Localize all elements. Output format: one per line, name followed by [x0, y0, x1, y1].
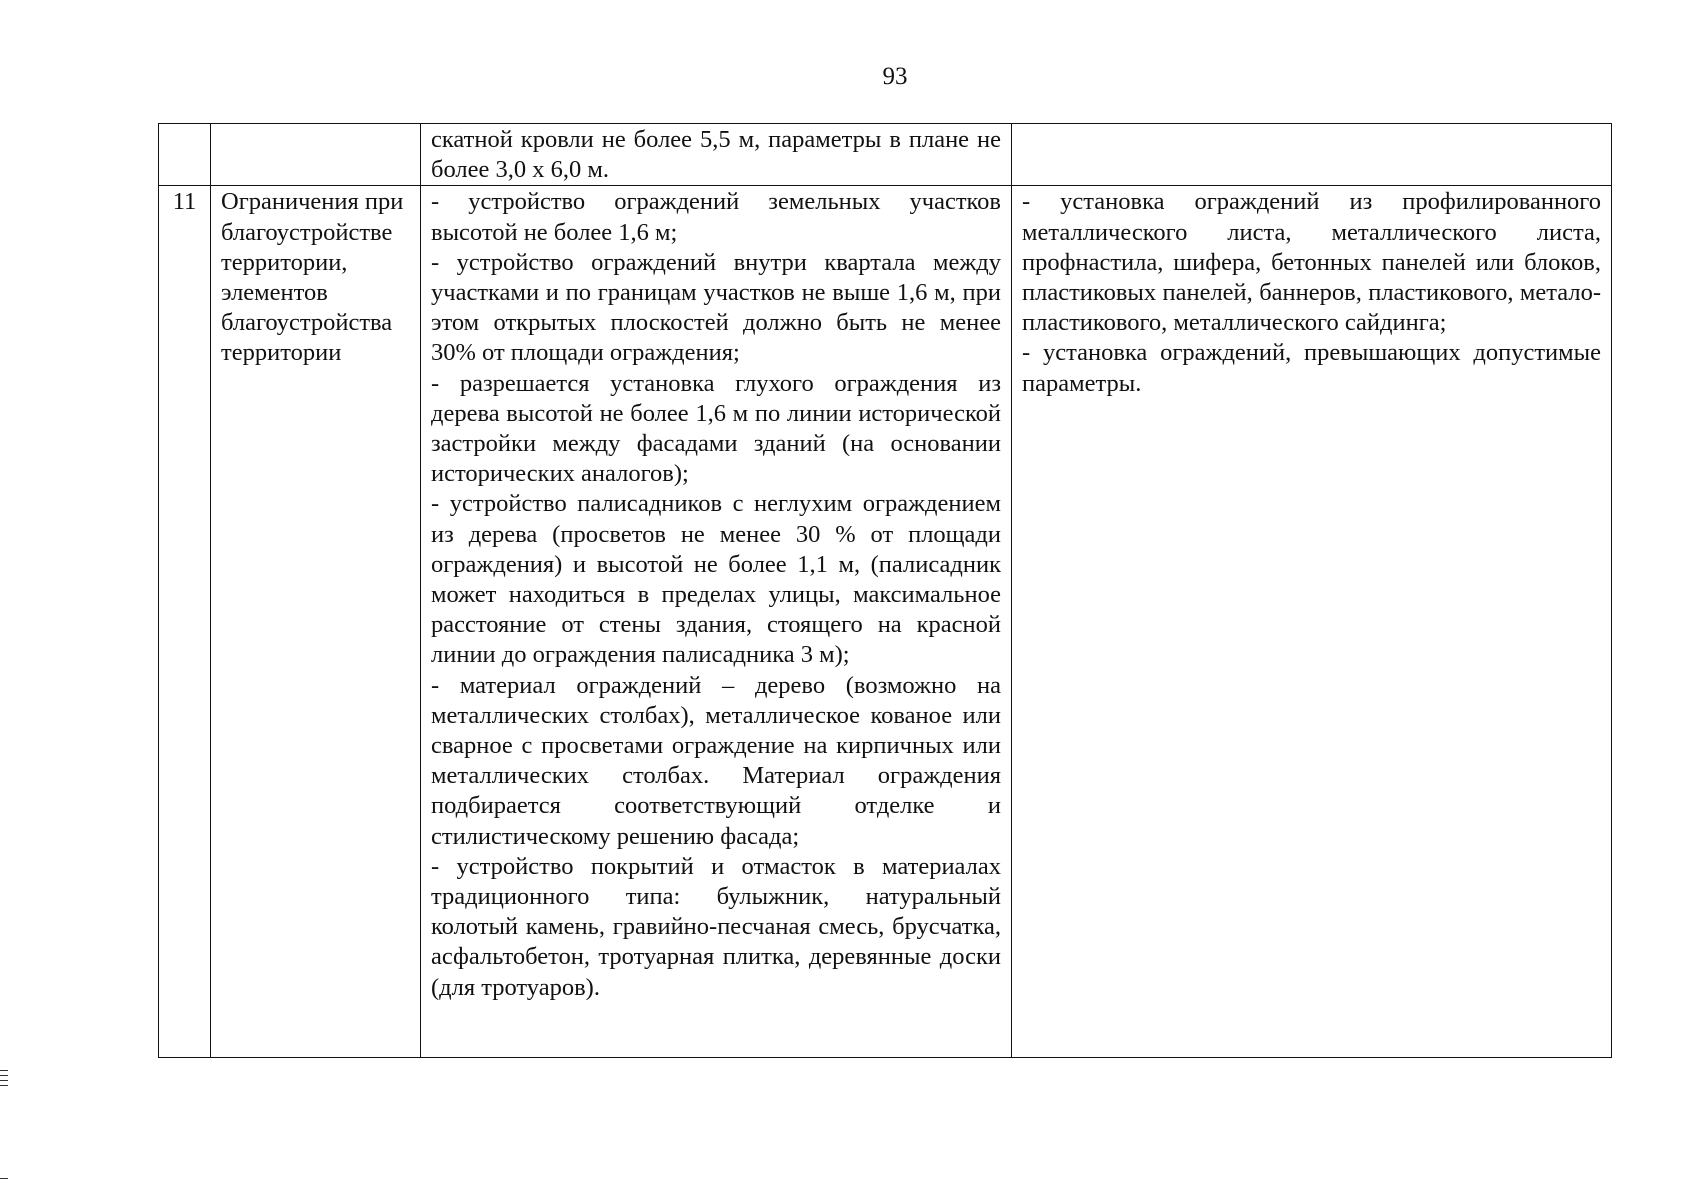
page-number: 93	[882, 63, 908, 90]
allowed-paragraph: - разрешается установка глухого ограждения из дерева высотой не более 1,6 м по линии исторической застройки между фасадами зданий (на основании исторических аналогов);	[431, 369, 1001, 488]
allowed-paragraph: - устройство палисадников с неглухим ограждением из дерева (просветов не менее 30 % от площади ограждения) и высотой не более 1,1 м, (палисадник может находиться в пределах улицы, максимальное расстояние от стены здания, стоящего на красной линии до ограждения палисадника 3 м);	[431, 490, 1001, 669]
restriction-name-cell	[211, 124, 421, 186]
allowed-cell	[421, 186, 1012, 1058]
forbidden-paragraph: - установка ограждений из профилированного металлического листа, металлического листа, профнастила, шифера, бетонных панелей или блоков, пластиковых панелей, баннеров, пластикового, метало-пластикового, металлического сайдинга;	[1022, 188, 1601, 337]
allowed-paragraph: скатной кровли не более 5,5 м, параметры в плане не более 3,0 х 6,0 м.	[431, 126, 1001, 184]
regulations-table	[158, 123, 1612, 1058]
binding-margin-mark	[0, 1178, 8, 1179]
forbidden-cell	[1012, 186, 1612, 1058]
forbidden-cell	[1012, 124, 1612, 186]
allowed-cell	[421, 124, 1012, 186]
allowed-paragraph: - устройство ограждений внутри квартала между участками и по границам участков не выше 1,6 м, при этом открытых плоскостей должно быть не менее 30% от площади ограждения;	[431, 248, 1001, 367]
allowed-paragraph: - материал ограждений – дерево (возможно на металлических столбах), металлическое кованое или сварное с просветами ограждение на кирпичных или металлических столбах. Материал ограждения подбирается соответствующий отделке и стилистическому решению фасада;	[431, 671, 1001, 850]
restriction-name-cell: Ограничения при благоустройстве территории, элементов благоустройства территории	[211, 186, 421, 1058]
allowed-paragraph: - устройство ограждений земельных участков высотой не более 1,6 м;	[431, 188, 1001, 246]
row-number-cell	[159, 124, 211, 186]
row-number-cell: 11	[159, 186, 211, 1058]
allowed-paragraph: - устройство покрытий и отмасток в материалах традиционного типа: булыжник, натуральный колотый камень, гравийно-песчаная смесь, брусчатка, асфальтобетон, тротуарная плитка, деревянные доски (для тротуаров).	[431, 852, 1001, 1001]
forbidden-paragraph: - установка ограждений, превышающих допустимые параметры.	[1022, 339, 1601, 397]
table-row-continued	[159, 124, 1612, 186]
binding-margin-marks	[0, 1070, 8, 1090]
table-row-11	[159, 186, 1612, 1058]
